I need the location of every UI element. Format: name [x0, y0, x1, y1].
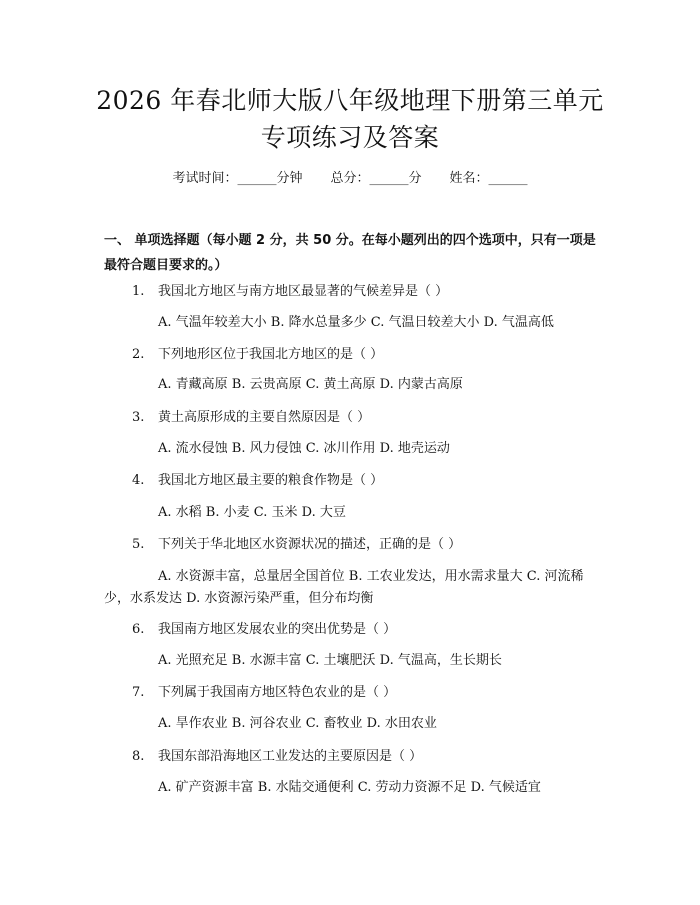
question-text: 下列关于华北地区水资源状况的描述，正确的是（ ）: [158, 537, 462, 552]
question-number: 2.: [132, 347, 145, 362]
section-heading-single-choice: 一、 单项选择题（每小题 2 分，共 50 分。在每小题列出的四个选项中，只有一项是最符合题目要求的。）: [104, 233, 596, 273]
question-options: A. 光照充足 B. 水源丰富 C. 土壤肥沃 D. 气温高，生长期长: [158, 653, 502, 668]
question-number: 7.: [132, 685, 145, 700]
question-text: 我国北方地区最主要的粮食作物是（ ）: [158, 473, 384, 488]
question-options: A. 矿产资源丰富 B. 水陆交通便利 C. 劳动力资源不足 D. 气候适宜: [158, 780, 541, 795]
question-number: 6.: [132, 622, 145, 637]
question-stem: [132, 684, 602, 702]
question-text: 下列属于我国南方地区特色农业的是（ ）: [158, 685, 397, 700]
question-options: A. 水稻 B. 小麦 C. 玉米 D. 大豆: [158, 505, 346, 520]
question-text: 下列地形区位于我国北方地区的是（ ）: [158, 347, 384, 362]
question-options: A. 旱作农业 B. 河谷农业 C. 畜牧业 D. 水田农业: [158, 716, 437, 731]
question-text: 我国北方地区与南方地区最显著的气候差异是（ ）: [158, 284, 449, 299]
exam-time-field: 考试时间：______分钟: [172, 171, 303, 186]
document-title-line1: 2026 年春北师大版八年级地理下册第三单元: [96, 86, 604, 115]
document-title-line2: 专项练习及答案: [260, 123, 440, 152]
student-name-field: 姓名：______: [449, 171, 528, 186]
question-stem: [132, 409, 602, 427]
question-options: A. 气温年较差大小 B. 降水总量多少 C. 气温日较差大小 D. 气温高低: [158, 315, 554, 330]
question-stem: [132, 536, 602, 554]
question-stem: [132, 472, 602, 490]
question-stem: [132, 621, 602, 639]
question-number: 1.: [132, 284, 145, 299]
question-number: 5.: [132, 537, 145, 552]
question-text: 我国东部沿海地区工业发达的主要原因是（ ）: [158, 749, 423, 764]
exam-info-line: [0, 170, 700, 188]
question-options: A. 流水侵蚀 B. 风力侵蚀 C. 冰川作用 D. 地壳运动: [158, 441, 450, 456]
question-number: 3.: [132, 410, 145, 425]
question-stem: [132, 748, 602, 766]
question-text: 黄土高原形成的主要自然原因是（ ）: [158, 410, 371, 425]
question-options: A. 青藏高原 B. 云贵高原 C. 黄土高原 D. 内蒙古高原: [158, 377, 463, 392]
question-text: 我国南方地区发展农业的突出优势是（ ）: [158, 622, 397, 637]
total-score-field: 总分：______分: [330, 171, 422, 186]
question-options: A. 水资源丰富，总量居全国首位 B. 工农业发达，用水需求量大 C. 河流稀少，水系发达 D. 水资源污染严重，但分布均衡: [104, 569, 584, 606]
question-number: 4.: [132, 473, 145, 488]
question-stem: [132, 283, 602, 301]
question-stem: [132, 346, 602, 364]
question-number: 8.: [132, 749, 145, 764]
